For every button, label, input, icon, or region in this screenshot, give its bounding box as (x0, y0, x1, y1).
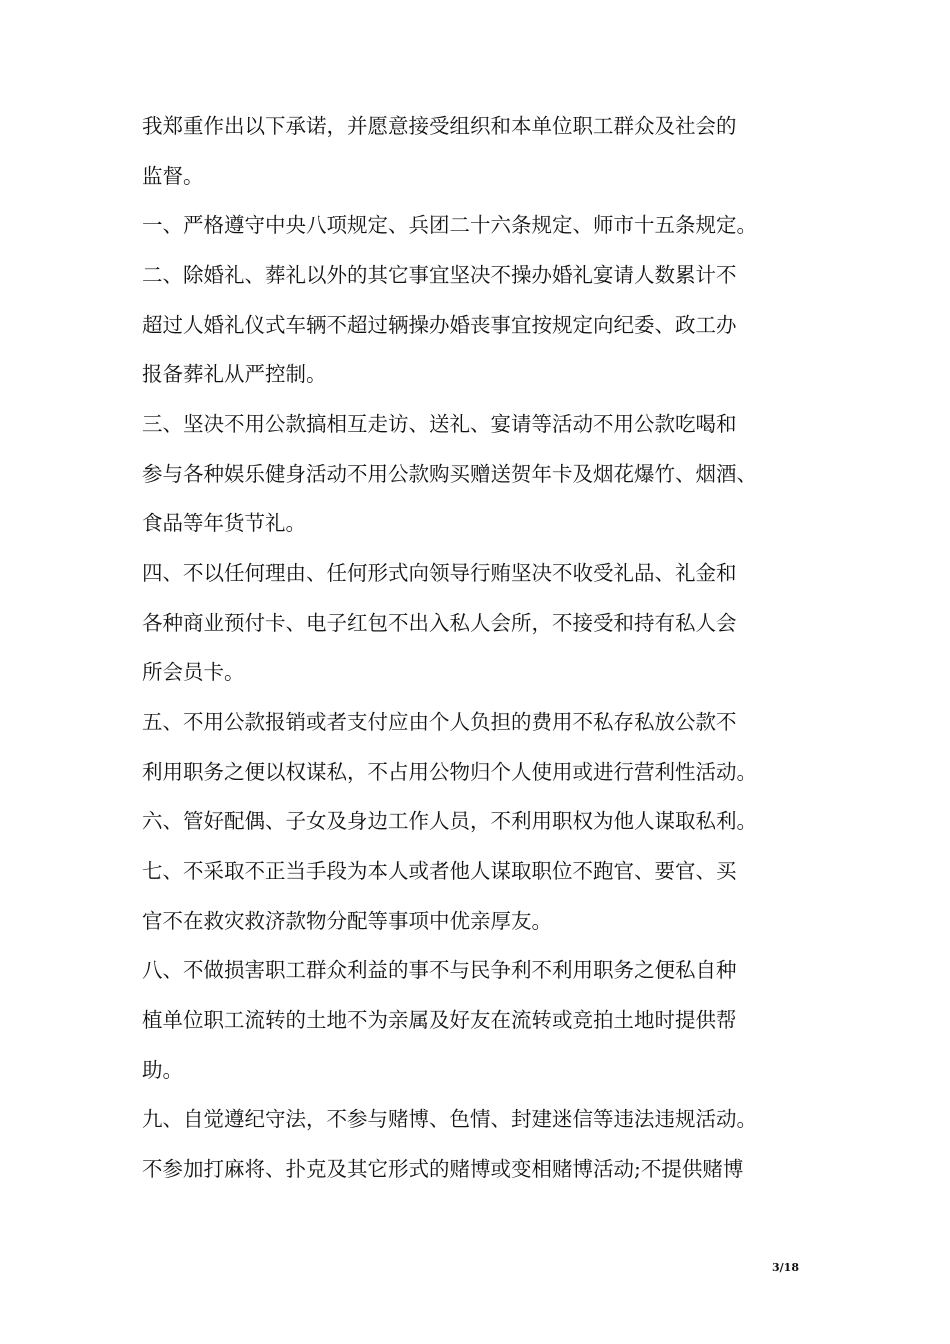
text-line: 八、不做损害职工群众利益的事不与民争利不利用职务之便私自种 (142, 958, 737, 982)
text-line: 不参加打麻将、扑克及其它形式的赌博或变相赌博活动;不提供赌博 (142, 1157, 744, 1181)
text-line: 各种商业预付卡、电子红包不出入私人会所，不接受和持有私人会 (142, 611, 737, 635)
text-line: 一、严格遵守中央八项规定、兵团二十六条规定、师市十五条规定。 (142, 213, 757, 237)
page-number: 3/18 (772, 1261, 799, 1274)
text-line: 二、除婚礼、葬礼以外的其它事宜坚决不操办婚礼宴请人数累计不 (142, 263, 737, 287)
text-line: 四、不以任何理由、任何形式向领导行贿坚决不收受礼品、礼金和 (142, 561, 737, 585)
text-line: 监督。 (142, 164, 204, 188)
text-line: 七、不采取不正当手段为本人或者他人谋取职位不跑官、要官、买 (142, 859, 737, 883)
text-line: 官不在救灾救济款物分配等事项中优亲厚友。 (142, 909, 552, 933)
text-line: 报备葬礼从严控制。 (142, 362, 327, 386)
text-line: 我郑重作出以下承诺，并愿意接受组织和本单位职工群众及社会的 (142, 114, 737, 138)
text-line: 六、管好配偶、子女及身边工作人员，不利用职权为他人谋取私利。 (142, 809, 757, 833)
text-line: 超过人婚礼仪式车辆不超过辆操办婚丧事宜按规定向纪委、政工办 (142, 313, 737, 337)
text-line: 利用职务之便以权谋私，不占用公物归个人使用或进行营利性活动。 (142, 760, 757, 784)
text-line: 九、自觉遵纪守法，不参与赌博、色情、封建迷信等违法违规活动。 (142, 1107, 757, 1131)
text-line: 植单位职工流转的土地不为亲属及好友在流转或竞拍土地时提供帮 (142, 1008, 737, 1032)
text-line: 食品等年货节礼。 (142, 511, 306, 535)
text-line: 参与各种娱乐健身活动不用公款购买赠送贺年卡及烟花爆竹、烟酒、 (142, 462, 757, 486)
text-line: 助。 (142, 1058, 183, 1082)
text-line: 五、不用公款报销或者支付应由个人负担的费用不私存私放公款不 (142, 710, 737, 734)
text-line: 所会员卡。 (142, 660, 245, 684)
text-line: 三、坚决不用公款搞相互走访、送礼、宴请等活动不用公款吃喝和 (142, 412, 737, 436)
